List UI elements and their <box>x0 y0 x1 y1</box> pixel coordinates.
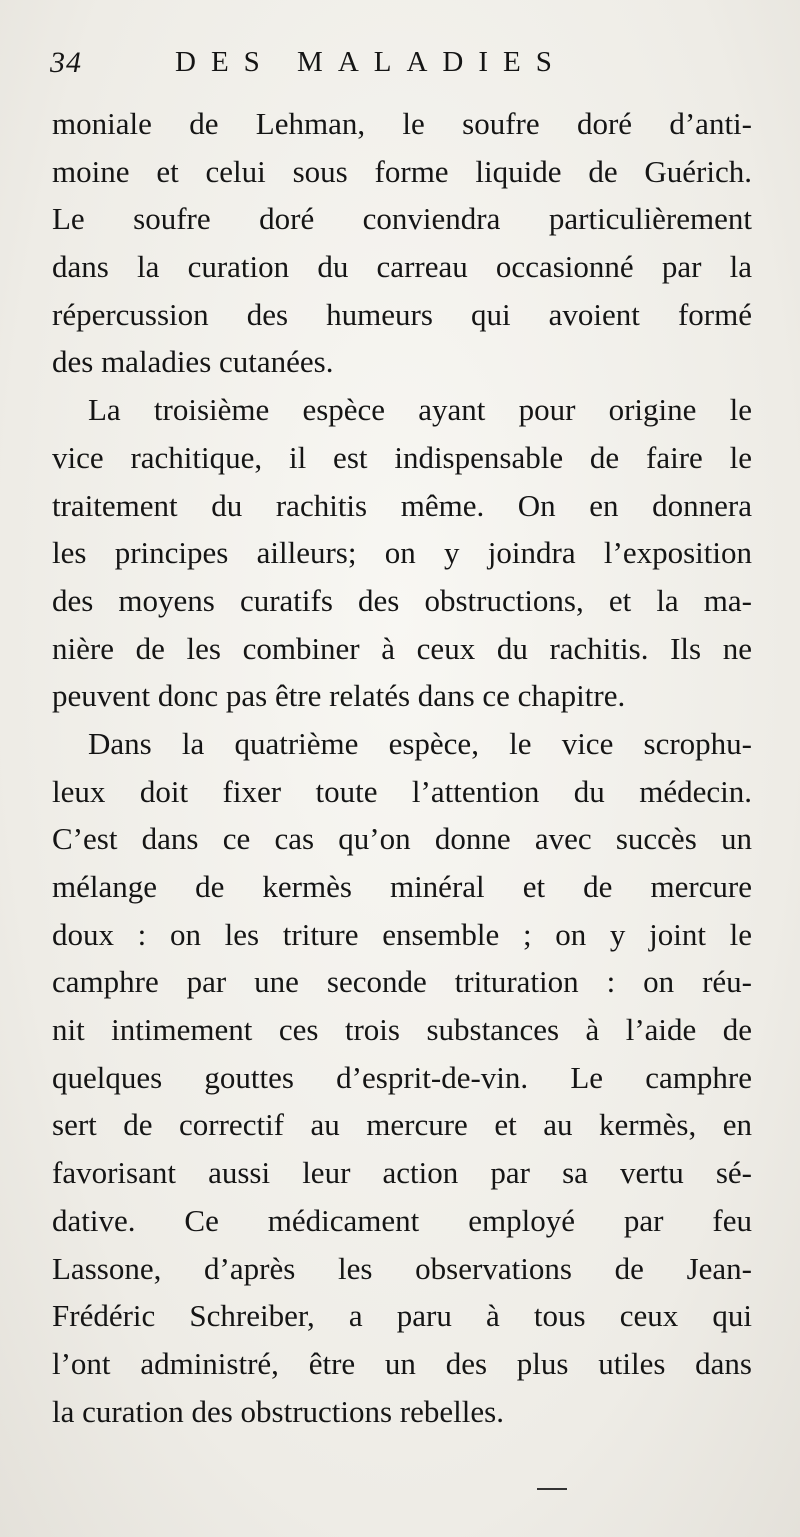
running-title: DES MALADIES <box>175 46 567 78</box>
text-line: traitement du rachitis même. On en donnera <box>52 487 752 523</box>
text-line: La troisième espèce ayant pour origine le <box>88 392 752 428</box>
body-text <box>52 100 752 1435</box>
text-line: Le soufre doré conviendra particulièrement <box>52 201 752 237</box>
text-line: les principes ailleurs; on y joindra l’exposition <box>52 535 752 571</box>
text-line: camphre par une seconde trituration : on réu- <box>52 964 752 1000</box>
text-line: moniale de Lehman, le soufre doré d’anti- <box>52 106 752 141</box>
text-line: peuvent donc pas être relatés dans ce chapitre. <box>52 678 626 714</box>
text-line: sert de correctif au mercure et au kermès, en <box>52 1107 752 1143</box>
text-line: Dans la quatrième espèce, le vice scrophu- <box>88 725 752 761</box>
text-line: nit intimement ces trois substances à l’aide de <box>52 1012 752 1048</box>
text-line: l’ont administré, être un des plus utiles dans <box>52 1345 752 1381</box>
text-line: dans la curation du carreau occasionné par la <box>52 249 752 285</box>
page-header <box>50 40 750 90</box>
text-line: Lassone, d’après les observations de Jean- <box>52 1250 752 1286</box>
text-line: Frédéric Schreiber, a paru à tous ceux qui <box>52 1298 752 1334</box>
text-line: mélange de kermès minéral et de mercure <box>52 869 752 904</box>
text-line: favorisant aussi leur action par sa vertu sé- <box>52 1155 752 1191</box>
text-line: doux : on les triture ensemble ; on y joint le <box>52 916 752 952</box>
text-line: dative. Ce médicament employé par feu <box>52 1202 752 1238</box>
text-line: leux doit fixer toute l’attention du médecin. <box>52 773 752 809</box>
text-line: des moyens curatifs des obstructions, et la ma- <box>52 582 752 618</box>
text-line: nière de les combiner à ceux du rachitis. Ils ne <box>52 630 752 666</box>
text-line: des maladies cutanées. <box>52 344 334 380</box>
text-line: vice rachitique, il est indispensable de faire le <box>52 439 752 475</box>
text-line: quelques gouttes d’esprit-de-vin. Le camphre <box>52 1059 752 1095</box>
text-line: la curation des obstructions rebelles. <box>52 1393 504 1429</box>
text-line: moine et celui sous forme liquide de Guérich. <box>52 153 752 189</box>
text-line: répercussion des humeurs qui avoient formé <box>52 296 752 332</box>
page-number: 34 <box>50 46 82 79</box>
footer-dash-mark <box>537 1488 567 1490</box>
text-line: C’est dans ce cas qu’on donne avec succès un <box>52 821 752 857</box>
